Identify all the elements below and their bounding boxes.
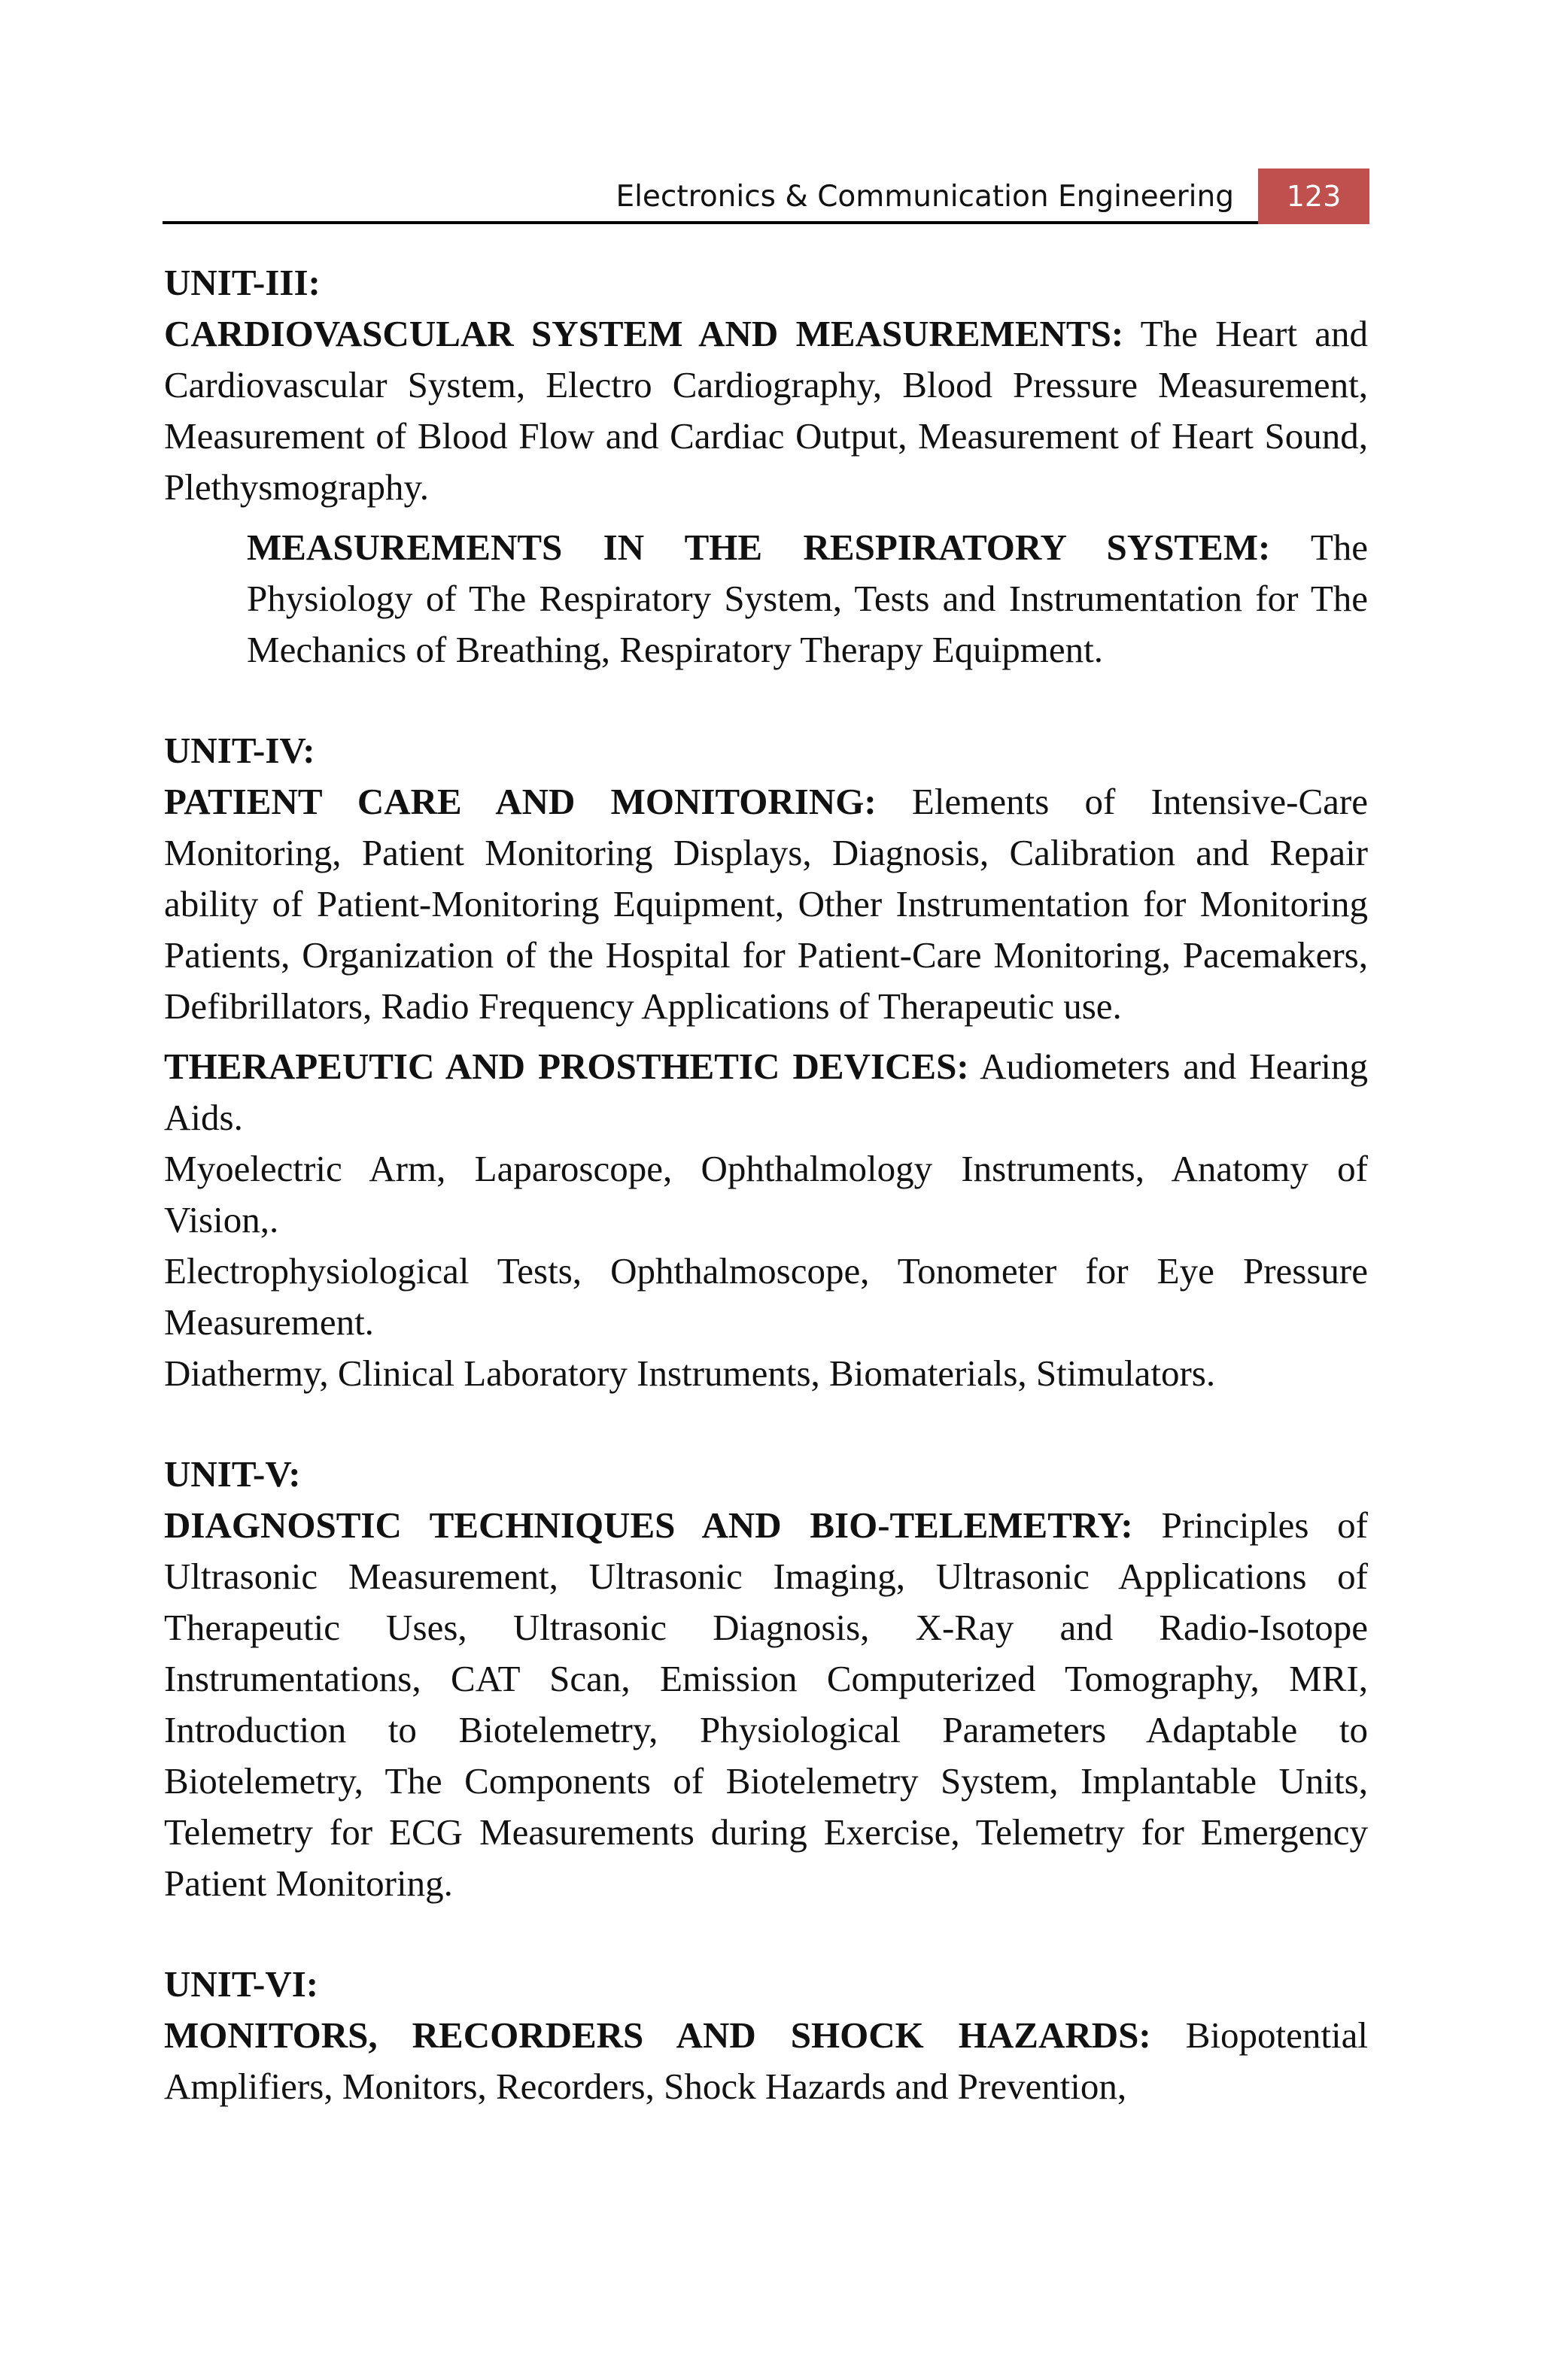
unit-4-paragraph-1: [164, 776, 1368, 1032]
unit-5-paragraph-1: [164, 1500, 1368, 1909]
unit-4-heading-patient-care: PATIENT CARE AND MONITORING:: [164, 781, 877, 822]
unit-4-heading-therapeutic: THERAPEUTIC AND PROSTHETIC DEVICES:: [164, 1046, 969, 1087]
header-title: Electronics & Communication Engineering: [615, 180, 1234, 214]
unit-4-line-myoelectric: Myoelectric Arm, Laparoscope, Ophthalmology Instruments, Anatomy of Vision,.: [164, 1148, 1368, 1240]
unit-4-line-electrophysiological: Electrophysiological Tests, Ophthalmoscope, Tonometer for Eye Pressure Measurement.: [164, 1250, 1368, 1343]
unit-4-text-patient-care: Elements of Intensive-Care Monitoring, Patient Monitoring Displays, Diagnosis, Calibration and Repair ability of Patient-Monitoring Equipment, Other Instrumentation for Monitoring Patients, Organization of the Hospital for Patient-Care Monitoring, Pacemakers, Defibrillators, Radio Frequency Applications of Therapeutic use.: [164, 781, 1368, 1027]
unit-6-section: [164, 1959, 1368, 2112]
unit-3-heading-respiratory: MEASUREMENTS IN THE RESPIRATORY SYSTEM:: [247, 527, 1271, 568]
unit-3-paragraph-2: [247, 522, 1368, 675]
unit-6-paragraph-1: [164, 2010, 1368, 2112]
unit-5-text-diagnostic: Principles of Ultrasonic Measurement, Ultrasonic Imaging, Ultrasonic Applications of Therapeutic Uses, Ultrasonic Diagnosis, X-Ray and Radio-Isotope Instrumentations, CAT Scan, Emission Computerized Tomography, MRI, Introduction to Biotelemetry, Physiological Parameters Adaptable to Biotelemetry, The Components of Biotelemetry System, Implantable Units, Telemetry for ECG Measurements during Exercise, Telemetry for Emergency Patient Monitoring.: [164, 1504, 1368, 1904]
unit-4-paragraph-2: [164, 1041, 1368, 1143]
unit-6-title: UNIT-VI:: [164, 1963, 319, 2005]
unit-3-title: UNIT-III:: [164, 262, 321, 303]
unit-3-paragraph-1: [164, 308, 1368, 513]
page-header: [163, 158, 1369, 224]
unit-6-text-monitors: Biopotential Amplifiers, Monitors, Recorders, Shock Hazards and Prevention,: [164, 2014, 1369, 2107]
unit-6-heading-monitors: MONITORS, RECORDERS AND SHOCK HAZARDS:: [164, 2014, 1151, 2056]
document-body: [164, 257, 1368, 2112]
unit-5-section: [164, 1449, 1368, 1909]
unit-3-section: [164, 257, 1368, 675]
unit-4-section: [164, 725, 1368, 1399]
page-number-badge: 123: [1258, 168, 1369, 224]
unit-4-title: UNIT-IV:: [164, 730, 315, 771]
unit-3-heading-cardiovascular: CARDIOVASCULAR SYSTEM AND MEASUREMENTS:: [164, 313, 1124, 354]
unit-3-text-respiratory: The Physiology of The Respiratory System, Tests and Instrumentation for The Mechanics of Breathing, Respiratory Therapy Equipment.: [247, 527, 1368, 670]
unit-4-text-therapeutic: Audiometers and Hearing Aids.: [164, 1046, 1368, 1138]
unit-4-line-diathermy: Diathermy, Clinical Laboratory Instruments, Biomaterials, Stimulators.: [164, 1352, 1216, 1394]
unit-5-title: UNIT-V:: [164, 1453, 301, 1495]
unit-3-text-cardiovascular: The Heart and Cardiovascular System, Electro Cardiography, Blood Pressure Measurement, Measurement of Blood Flow and Cardiac Output, Measurement of Heart Sound, Plethysmography.: [164, 313, 1369, 508]
unit-5-heading-diagnostic: DIAGNOSTIC TECHNIQUES AND BIO-TELEMETRY:: [164, 1504, 1133, 1546]
